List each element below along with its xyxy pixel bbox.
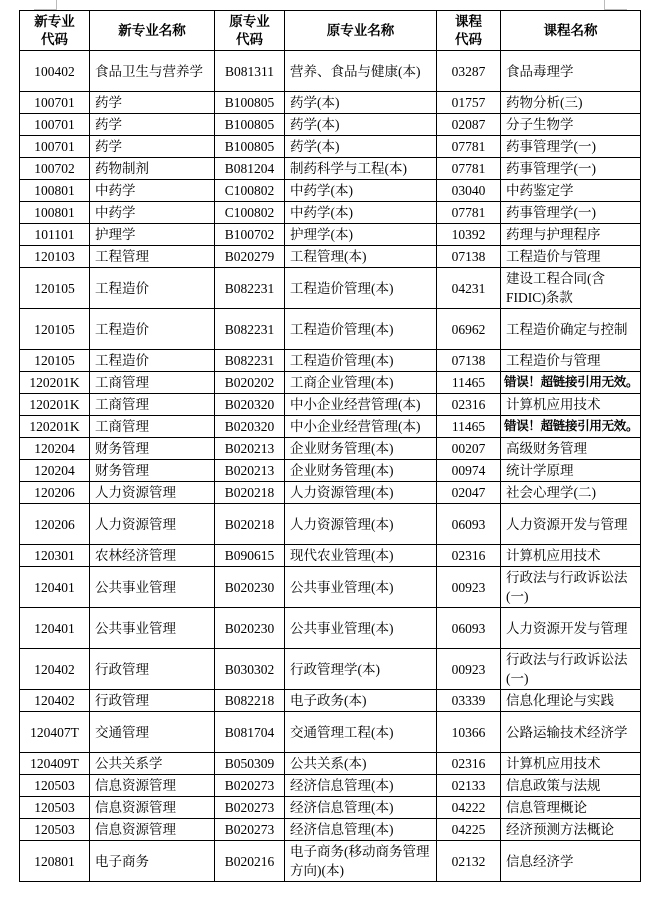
old-major-name-cell: 护理学(本) xyxy=(285,224,437,246)
new-major-code-cell: 120402 xyxy=(20,649,90,690)
table-row xyxy=(20,567,641,608)
old-major-code-cell: B082231 xyxy=(215,268,285,309)
course-code-cell: 10366 xyxy=(437,712,501,753)
course-name-cell: 药物分析(三) xyxy=(501,92,641,114)
old-major-name-cell: 工程管理(本) xyxy=(285,246,437,268)
old-major-code-cell: B100702 xyxy=(215,224,285,246)
new-major-name-cell: 中药学 xyxy=(90,202,215,224)
new-major-code-cell: 120401 xyxy=(20,608,90,649)
new-major-code-cell: 120409T xyxy=(20,753,90,775)
table-row xyxy=(20,819,641,841)
old-major-name-cell: 企业财务管理(本) xyxy=(285,438,437,460)
course-code-cell: 00974 xyxy=(437,460,501,482)
table-row xyxy=(20,394,641,416)
course-name-cell: 分子生物学 xyxy=(501,114,641,136)
new-major-code-cell: 120206 xyxy=(20,482,90,504)
new-major-code-cell: 120105 xyxy=(20,350,90,372)
table-row xyxy=(20,51,641,92)
old-major-code-cell: B081704 xyxy=(215,712,285,753)
old-major-code-cell: B020230 xyxy=(215,567,285,608)
old-major-name-header: 原专业名称 xyxy=(285,11,437,51)
new-major-name-cell: 工商管理 xyxy=(90,416,215,438)
old-major-code-cell: B020230 xyxy=(215,608,285,649)
old-major-code-cell: B081204 xyxy=(215,158,285,180)
table-row xyxy=(20,350,641,372)
course-mapping-table xyxy=(19,10,641,882)
course-code-cell: 02316 xyxy=(437,394,501,416)
new-major-code-cell: 120105 xyxy=(20,268,90,309)
course-code-cell: 01757 xyxy=(437,92,501,114)
old-major-code-cell: B020279 xyxy=(215,246,285,268)
new-major-code-cell: 120105 xyxy=(20,309,90,350)
course-name-cell: 食品毒理学 xyxy=(501,51,641,92)
new-major-code-cell: 100702 xyxy=(20,158,90,180)
old-major-name-cell: 药学(本) xyxy=(285,136,437,158)
new-major-name-cell: 工商管理 xyxy=(90,394,215,416)
course-name-cell: 经济预测方法概论 xyxy=(501,819,641,841)
table-row xyxy=(20,438,641,460)
course-code-cell: 07781 xyxy=(437,158,501,180)
table-row xyxy=(20,841,641,882)
old-major-name-cell: 公共事业管理(本) xyxy=(285,608,437,649)
course-name-header: 课程名称 xyxy=(501,11,641,51)
new-major-code-cell: 120401 xyxy=(20,567,90,608)
new-major-name-cell: 信息资源管理 xyxy=(90,797,215,819)
old-major-code-cell: B020202 xyxy=(215,372,285,394)
course-code-cell: 06093 xyxy=(437,608,501,649)
course-name-cell: 药理与护理程序 xyxy=(501,224,641,246)
course-code-cell: 04231 xyxy=(437,268,501,309)
course-code-cell: 07138 xyxy=(437,246,501,268)
table-row xyxy=(20,136,641,158)
old-major-name-cell: 电子商务(移动商务管理方向)(本) xyxy=(285,841,437,882)
course-code-cell: 07781 xyxy=(437,202,501,224)
old-major-name-cell: 经济信息管理(本) xyxy=(285,819,437,841)
course-code-cell: 07138 xyxy=(437,350,501,372)
new-major-code-cell: 120206 xyxy=(20,504,90,545)
course-name-cell: 行政法与行政诉讼法(一) xyxy=(501,649,641,690)
course-name-cell: 工程造价与管理 xyxy=(501,246,641,268)
new-major-name-cell: 工程造价 xyxy=(90,268,215,309)
new-major-name-cell: 工程造价 xyxy=(90,309,215,350)
new-major-code-cell: 100801 xyxy=(20,180,90,202)
course-name-cell: 中药鉴定学 xyxy=(501,180,641,202)
course-name-cell: 药事管理学(一) xyxy=(501,136,641,158)
old-major-code-cell: B020320 xyxy=(215,394,285,416)
new-major-code-cell: 120503 xyxy=(20,797,90,819)
course-code-cell: 00207 xyxy=(437,438,501,460)
new-major-name-header: 新专业名称 xyxy=(90,11,215,51)
new-major-name-cell: 药学 xyxy=(90,92,215,114)
course-code-cell: 02047 xyxy=(437,482,501,504)
new-major-code-cell: 120503 xyxy=(20,819,90,841)
new-major-name-cell: 财务管理 xyxy=(90,460,215,482)
course-code-cell: 10392 xyxy=(437,224,501,246)
old-major-code-cell: B020213 xyxy=(215,438,285,460)
new-major-code-cell: 120402 xyxy=(20,690,90,712)
table-row xyxy=(20,690,641,712)
old-major-code-cell: B081311 xyxy=(215,51,285,92)
old-major-code-cell: B090615 xyxy=(215,545,285,567)
course-code-cell: 02316 xyxy=(437,753,501,775)
old-major-name-cell: 人力资源管理(本) xyxy=(285,482,437,504)
course-name-cell: 计算机应用技术 xyxy=(501,753,641,775)
new-major-code-cell: 120201K xyxy=(20,416,90,438)
table-row xyxy=(20,753,641,775)
old-major-name-cell: 工商企业管理(本) xyxy=(285,372,437,394)
course-code-cell: 06093 xyxy=(437,504,501,545)
table-row xyxy=(20,202,641,224)
new-major-name-cell: 药学 xyxy=(90,114,215,136)
course-code-cell: 04222 xyxy=(437,797,501,819)
course-code-cell: 07781 xyxy=(437,136,501,158)
new-major-name-cell: 公共事业管理 xyxy=(90,567,215,608)
new-major-name-cell: 工程造价 xyxy=(90,350,215,372)
new-major-name-cell: 农林经济管理 xyxy=(90,545,215,567)
new-major-code-cell: 120204 xyxy=(20,438,90,460)
course-name-cell: 信息管理概论 xyxy=(501,797,641,819)
old-major-code-cell: B020218 xyxy=(215,482,285,504)
old-major-code-cell: B082231 xyxy=(215,350,285,372)
table-row xyxy=(20,268,641,309)
course-code-cell: 02316 xyxy=(437,545,501,567)
old-major-code-cell: B020218 xyxy=(215,504,285,545)
old-major-name-cell: 中小企业经营管理(本) xyxy=(285,394,437,416)
table-row xyxy=(20,180,641,202)
table-row xyxy=(20,608,641,649)
course-name-cell: 工程造价与管理 xyxy=(501,350,641,372)
new-major-code-cell: 120801 xyxy=(20,841,90,882)
course-code-cell: 02133 xyxy=(437,775,501,797)
new-major-code-cell: 120103 xyxy=(20,246,90,268)
course-code-cell: 02087 xyxy=(437,114,501,136)
new-major-code-cell: 120204 xyxy=(20,460,90,482)
old-major-name-cell: 公共关系(本) xyxy=(285,753,437,775)
table-row xyxy=(20,246,641,268)
new-major-name-cell: 药学 xyxy=(90,136,215,158)
table-row xyxy=(20,224,641,246)
new-major-name-cell: 公共关系学 xyxy=(90,753,215,775)
new-major-code-cell: 120201K xyxy=(20,394,90,416)
course-name-cell: 建设工程合同(含FIDIC)条款 xyxy=(501,268,641,309)
course-code-cell: 02132 xyxy=(437,841,501,882)
old-major-name-cell: 药学(本) xyxy=(285,114,437,136)
old-major-name-cell: 工程造价管理(本) xyxy=(285,268,437,309)
course-code-cell: 11465 xyxy=(437,372,501,394)
new-major-code-cell: 101101 xyxy=(20,224,90,246)
course-code-cell: 04225 xyxy=(437,819,501,841)
old-major-name-cell: 中小企业经营管理(本) xyxy=(285,416,437,438)
old-major-code-cell: B020273 xyxy=(215,819,285,841)
old-major-code-cell: B020273 xyxy=(215,797,285,819)
old-major-name-cell: 药学(本) xyxy=(285,92,437,114)
new-major-name-cell: 食品卫生与营养学 xyxy=(90,51,215,92)
old-major-code-cell: B020213 xyxy=(215,460,285,482)
new-major-code-cell: 100701 xyxy=(20,136,90,158)
old-major-name-cell: 工程造价管理(本) xyxy=(285,309,437,350)
new-major-name-cell: 人力资源管理 xyxy=(90,504,215,545)
old-major-name-cell: 交通管理工程(本) xyxy=(285,712,437,753)
new-major-code-cell: 100402 xyxy=(20,51,90,92)
course-code-cell: 00923 xyxy=(437,649,501,690)
old-major-code-cell: B050309 xyxy=(215,753,285,775)
new-major-code-cell: 100701 xyxy=(20,114,90,136)
old-major-name-cell: 现代农业管理(本) xyxy=(285,545,437,567)
old-major-code-cell: B100805 xyxy=(215,114,285,136)
old-major-name-cell: 中药学(本) xyxy=(285,180,437,202)
course-name-cell: 计算机应用技术 xyxy=(501,394,641,416)
new-major-name-cell: 信息资源管理 xyxy=(90,775,215,797)
course-name-cell: 计算机应用技术 xyxy=(501,545,641,567)
new-major-code-cell: 120301 xyxy=(20,545,90,567)
new-major-name-cell: 信息资源管理 xyxy=(90,819,215,841)
course-name-cell: 药事管理学(一) xyxy=(501,202,641,224)
course-name-cell: 人力资源开发与管理 xyxy=(501,504,641,545)
course-name-cell: 公路运输技术经济学 xyxy=(501,712,641,753)
old-major-code-cell: C100802 xyxy=(215,202,285,224)
page-corner-mark xyxy=(56,0,57,10)
old-major-code-cell: B082231 xyxy=(215,309,285,350)
course-name-cell: 错误！超链接引用无效。 xyxy=(501,372,641,394)
table-row xyxy=(20,775,641,797)
new-major-name-cell: 护理学 xyxy=(90,224,215,246)
new-major-name-cell: 工程管理 xyxy=(90,246,215,268)
table-row xyxy=(20,416,641,438)
course-code-cell: 03040 xyxy=(437,180,501,202)
new-major-name-cell: 电子商务 xyxy=(90,841,215,882)
table-row xyxy=(20,482,641,504)
old-major-code-cell: C100802 xyxy=(215,180,285,202)
old-major-name-cell: 经济信息管理(本) xyxy=(285,775,437,797)
table-row xyxy=(20,114,641,136)
course-code-cell: 11465 xyxy=(437,416,501,438)
old-major-name-cell: 工程造价管理(本) xyxy=(285,350,437,372)
old-major-code-cell: B082218 xyxy=(215,690,285,712)
course-name-cell: 信息政策与法规 xyxy=(501,775,641,797)
table-row xyxy=(20,92,641,114)
course-code-cell: 03287 xyxy=(437,51,501,92)
old-major-code-cell: B020216 xyxy=(215,841,285,882)
old-major-name-cell: 营养、食品与健康(本) xyxy=(285,51,437,92)
table-row xyxy=(20,649,641,690)
new-major-name-cell: 交通管理 xyxy=(90,712,215,753)
old-major-code-cell: B030302 xyxy=(215,649,285,690)
new-major-name-cell: 药物制剂 xyxy=(90,158,215,180)
course-name-cell: 药事管理学(一) xyxy=(501,158,641,180)
course-code-header: 课程 代码 xyxy=(437,11,501,51)
course-name-cell: 高级财务管理 xyxy=(501,438,641,460)
old-major-name-cell: 行政管理学(本) xyxy=(285,649,437,690)
table-row xyxy=(20,460,641,482)
table-row xyxy=(20,797,641,819)
table-row xyxy=(20,712,641,753)
course-name-cell: 行政法与行政诉讼法(一) xyxy=(501,567,641,608)
table-row xyxy=(20,504,641,545)
new-major-code-header: 新专业 代码 xyxy=(20,11,90,51)
new-major-name-cell: 工商管理 xyxy=(90,372,215,394)
old-major-name-cell: 中药学(本) xyxy=(285,202,437,224)
table-row xyxy=(20,545,641,567)
course-name-cell: 信息化理论与实践 xyxy=(501,690,641,712)
old-major-name-cell: 制药科学与工程(本) xyxy=(285,158,437,180)
table-row xyxy=(20,309,641,350)
old-major-name-cell: 企业财务管理(本) xyxy=(285,460,437,482)
new-major-name-cell: 财务管理 xyxy=(90,438,215,460)
course-code-cell: 06962 xyxy=(437,309,501,350)
page-corner-mark xyxy=(604,0,605,10)
new-major-name-cell: 行政管理 xyxy=(90,649,215,690)
old-major-code-cell: B020273 xyxy=(215,775,285,797)
new-major-code-cell: 120407T xyxy=(20,712,90,753)
table-row xyxy=(20,372,641,394)
old-major-code-cell: B100805 xyxy=(215,136,285,158)
course-name-cell: 工程造价确定与控制 xyxy=(501,309,641,350)
old-major-name-cell: 电子政务(本) xyxy=(285,690,437,712)
table-row xyxy=(20,158,641,180)
course-name-cell: 信息经济学 xyxy=(501,841,641,882)
course-name-cell: 错误！超链接引用无效。 xyxy=(501,416,641,438)
new-major-name-cell: 中药学 xyxy=(90,180,215,202)
course-name-cell: 人力资源开发与管理 xyxy=(501,608,641,649)
old-major-name-cell: 经济信息管理(本) xyxy=(285,797,437,819)
new-major-code-cell: 120503 xyxy=(20,775,90,797)
new-major-code-cell: 120201K xyxy=(20,372,90,394)
new-major-name-cell: 行政管理 xyxy=(90,690,215,712)
new-major-name-cell: 人力资源管理 xyxy=(90,482,215,504)
old-major-name-cell: 公共事业管理(本) xyxy=(285,567,437,608)
old-major-code-header: 原专业 代码 xyxy=(215,11,285,51)
course-code-cell: 03339 xyxy=(437,690,501,712)
new-major-code-cell: 100701 xyxy=(20,92,90,114)
course-name-cell: 社会心理学(二) xyxy=(501,482,641,504)
new-major-name-cell: 公共事业管理 xyxy=(90,608,215,649)
new-major-code-cell: 100801 xyxy=(20,202,90,224)
course-code-cell: 00923 xyxy=(437,567,501,608)
course-name-cell: 统计学原理 xyxy=(501,460,641,482)
old-major-code-cell: B020320 xyxy=(215,416,285,438)
old-major-name-cell: 人力资源管理(本) xyxy=(285,504,437,545)
old-major-code-cell: B100805 xyxy=(215,92,285,114)
